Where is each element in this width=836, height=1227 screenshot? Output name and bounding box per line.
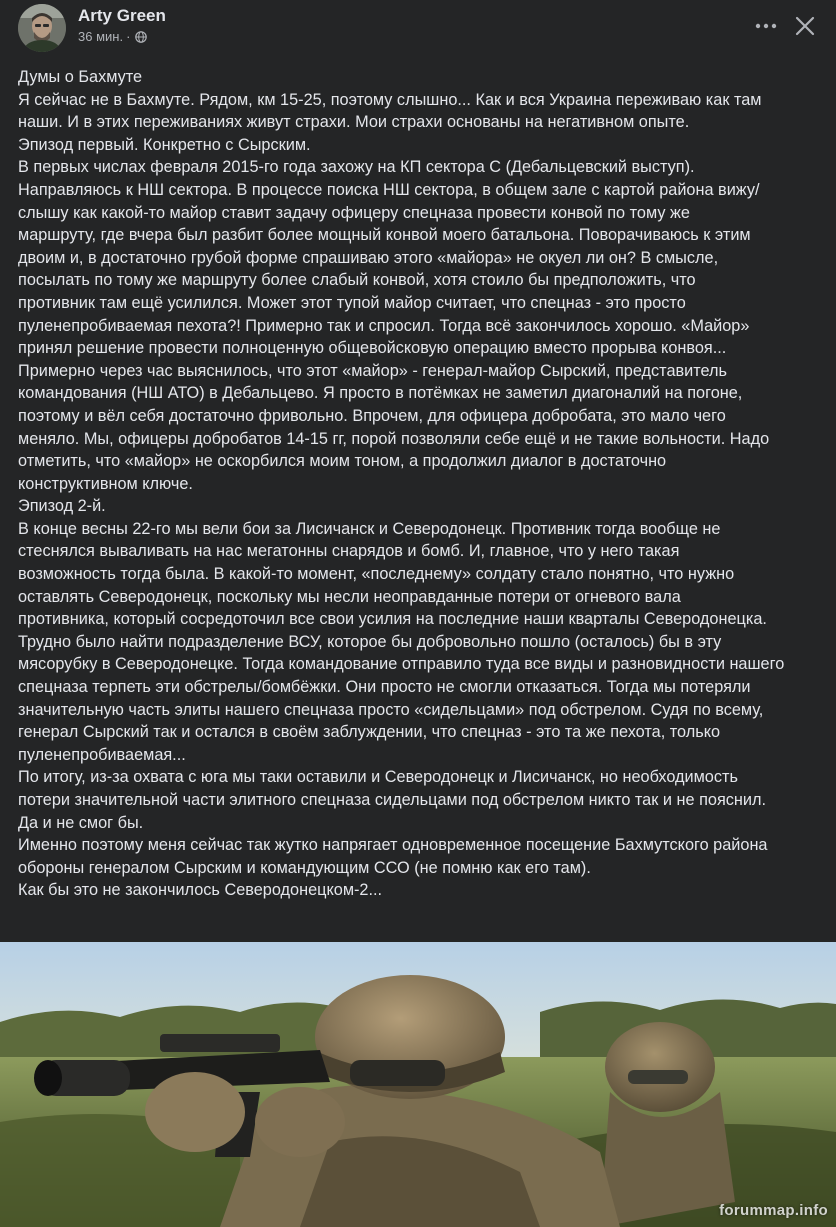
post-text-line: отметить, что «майор» не оскорбился моим тоном, а продолжил диалог в достаточно bbox=[18, 452, 667, 471]
soldiers-photo-illustration bbox=[0, 942, 836, 1227]
post-text-line: маршруту, где вчера был разбит более мощный конвой моего батальона. Поворачиваюсь к этим bbox=[18, 226, 751, 245]
post-text-line: Направляюсь к НШ сектора. В процессе поиска НШ сектора, в общем зале с картой района вижу/ bbox=[18, 180, 760, 199]
post-text bbox=[18, 66, 828, 902]
post-text-line: пуленепробиваемая пехота?! Примерно так и спросил. Тогда всё закончилось хорошо. «Майор» bbox=[18, 316, 750, 335]
post-text-line: Я сейчас не в Бахмуте. Рядом, км 15-25, поэтому слышно... Как и вся Украина переживаю как там bbox=[18, 90, 762, 109]
more-horizontal-icon bbox=[755, 23, 777, 29]
post-text-line: пуленепробиваемая... bbox=[18, 745, 186, 764]
post-text-line: двоим и, в достаточно грубой форме спрашиваю этого «майора» не окуел ли он? В смысле, bbox=[18, 248, 719, 267]
post-text-line: Трудно было найти подразделение ВСУ, которое бы добровольно пошло (осталось) бы в эту bbox=[18, 632, 722, 651]
post-text-line: меняло. Мы, офицеры добробатов 14-15 гг, порой позволяли себе ещё и не такие вольности. Надо bbox=[18, 429, 770, 448]
post-text-line: конструктивном ключе. bbox=[18, 474, 193, 493]
post-text-line: По итогу, из-за охвата с юга мы таки оставили и Северодонецк и Лисичанск, но необходимость bbox=[18, 768, 738, 787]
more-options-button[interactable] bbox=[752, 12, 780, 40]
post-text-line: В первых числах февраля 2015-го года захожу на КП сектора С (Дебальцевский выступ). bbox=[18, 158, 695, 177]
post-photo[interactable] bbox=[0, 942, 836, 1227]
post-meta: 36 мин. · bbox=[78, 29, 147, 44]
author-name[interactable]: Arty Green bbox=[78, 6, 166, 25]
post-text-line: мясорубку в Северодонецке. Тогда командование отправило туда все виды и разновидности нашего bbox=[18, 655, 785, 674]
avatar-portrait bbox=[18, 4, 66, 52]
post-text-line: Эпизод 2-й. bbox=[18, 497, 106, 516]
post-text-line: Да и не смог бы. bbox=[18, 813, 144, 832]
close-icon bbox=[795, 16, 815, 36]
post-text-line: значительную часть элиты нашего спецназа просто «сидельцами» под обстрелом. Судя по всему, bbox=[18, 700, 764, 719]
post-text-line: принял решение провести полноценную общевойсковую операцию вместо прорыва конвоя... bbox=[18, 339, 727, 358]
post-text-line: наши. И в этих переживаниях живут страхи. Мои страхи основаны на негативном опыте. bbox=[18, 113, 690, 132]
post-timestamp[interactable]: 36 мин. bbox=[78, 29, 124, 44]
post-text-line: обороны генералом Сырским и командующим ССО (не помню как его там). bbox=[18, 858, 591, 877]
post-text-line: потери значительной части элитного спецназа сидельцами под обстрелом никто так и не пояснил. bbox=[18, 791, 767, 809]
post-header bbox=[0, 0, 836, 60]
post-text-line: стеснялся вываливать на нас мегатонны снарядов и бомб. И, главное, что у него такая bbox=[18, 542, 680, 561]
photo-watermark: forummap.info bbox=[719, 1202, 828, 1219]
post-text-line: оставлять Северодонецк, поскольку мы несли неоправданные потери от огневого вала bbox=[18, 587, 681, 606]
post-text-line: спецназа терпеть эти обстрелы/бомбёжки. Они просто не смогли отказаться. Тогда мы потеряли bbox=[18, 678, 751, 697]
avatar[interactable] bbox=[18, 4, 66, 52]
post-text-line: Примерно через час выяснилось, что этот «майор» - генерал-майор Сырский, представитель bbox=[18, 361, 728, 380]
globe-icon bbox=[135, 31, 147, 43]
post-text-line: поэтому и вёл себя достаточно фривольно. Впрочем, для офицера добробата, это мало чего bbox=[18, 406, 726, 425]
post-text-line: возможность тогда была. В какой-то момент, «последнему» солдату стало понятно, что нужно bbox=[18, 565, 735, 584]
post-text-line: Думы о Бахмуте bbox=[18, 68, 143, 86]
post-text-line: командования (НШ АТО) в Дебальцево. Я просто в потёмках не заметил диагоналий на погоне, bbox=[18, 384, 743, 403]
post-text-line: противник там ещё усилился. Может этот тупой майор считает, что спецназ - это просто bbox=[18, 293, 686, 312]
post-text-line: Эпизод первый. Конкретно с Сырским. bbox=[18, 135, 311, 154]
post-text-line: генерал Сырский так и остался в своём заблуждении, что спецназ - это та же пехота, только bbox=[18, 723, 721, 742]
post-text-line: Как бы это не закончилось Северодонецком-2... bbox=[18, 881, 383, 900]
post-text-line: противника, который сосредоточил все свои усилия на последние наши кварталы Северодонецка. bbox=[18, 610, 767, 629]
post-text-line: посылать по тому же маршруту более слабый конвой, хотя стоило бы предположить, что bbox=[18, 271, 696, 290]
post-text-line: слышу как какой-то майор ставит задачу офицеру спецназа провести конвой по тому же bbox=[18, 203, 690, 222]
post-text-line: Именно поэтому меня сейчас так жутко напрягает одновременное посещение Бахмутского района bbox=[18, 836, 768, 855]
close-button[interactable] bbox=[791, 12, 819, 40]
post-text-line: В конце весны 22-го мы вели бои за Лисичанск и Северодонецк. Противник тогда вообще не bbox=[18, 519, 721, 538]
